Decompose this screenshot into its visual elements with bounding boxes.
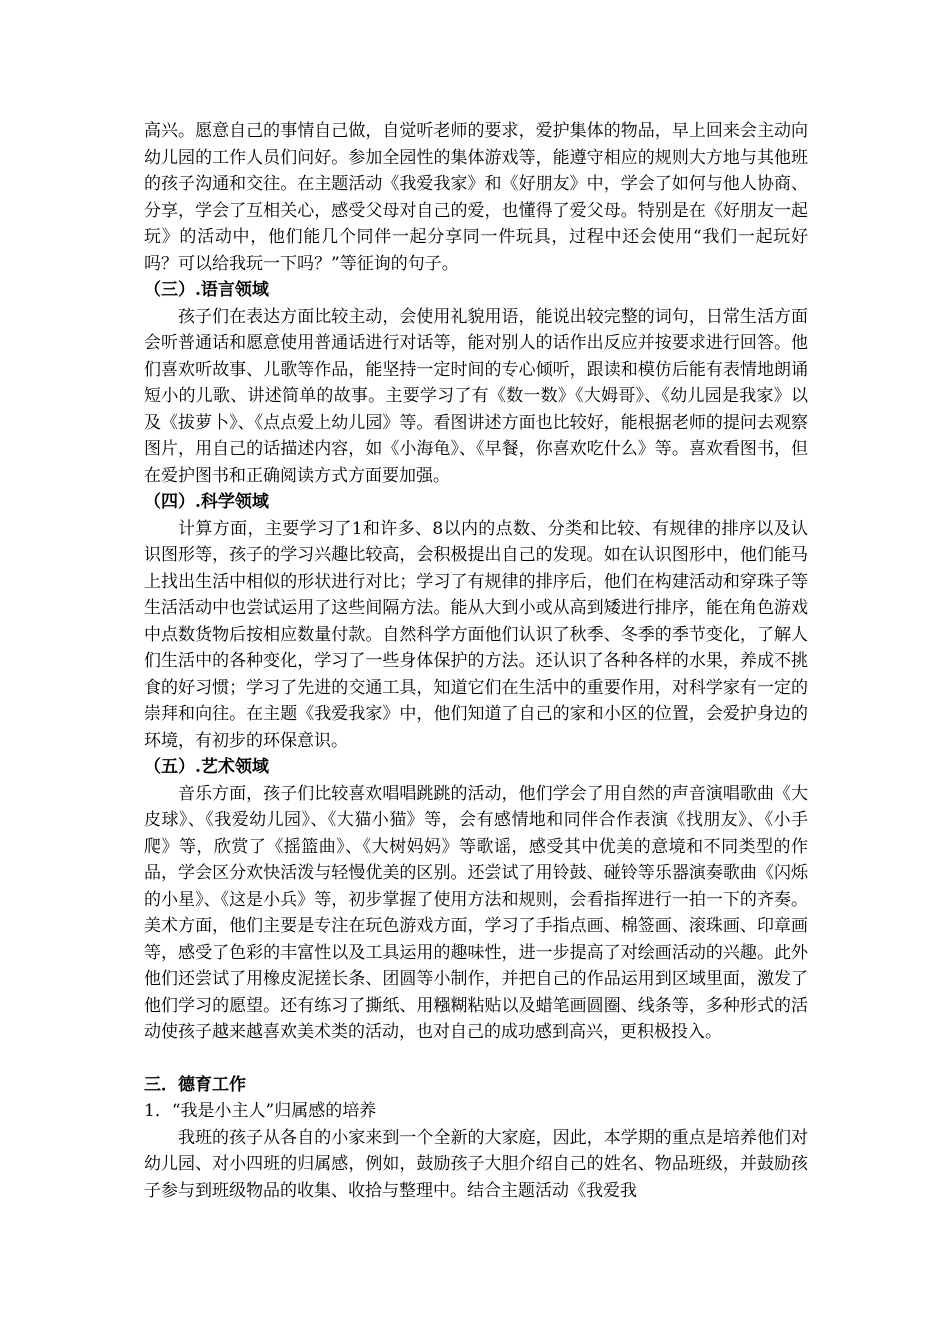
moral-body-paragraph: 我班的孩子从各自的小家来到一个全新的大家庭，因此，本学期的重点是培养他们对幼儿园、对小四班的归属感，例如，鼓励孩子大胆介绍自己的姓名、物品班级，并鼓励孩子参与到班级物品的收集、收拾与整理中。结合主题活动《我爱我 [144,1127,808,1201]
document-page [144,118,808,1204]
social-paragraph-continued: 高兴。愿意自己的事情自己做，自觉听老师的要求，爱护集体的物品，早上回来会主动向幼儿园的工作人员们问好。参加全园性的集体游戏等，能遵守相应的规则大方地与其他班的孩子沟通和交往。在主题活动《我爱我家》和《好朋友》中，学会了如何与他人协商、分享，学会了互相关心，感受父母对自己的爱，也懂得了爱父母。特别是在《好朋友一起玩》的活动中，他们能几个同伴一起分享同一件玩具，过程中还会使用“我们一起玩好吗？可以给我玩一下吗？”等征询的句子。 [144,121,808,274]
science-section-heading: （四）.科学领域 [144,492,269,512]
art-section-heading: （五）.艺术领域 [144,757,269,777]
science-section-body: 计算方面，主要学习了1和许多、8以内的点数、分类和比较、有规律的排序以及认识图形等，孩子的学习兴趣比较高，会积极提出自己的发现。如在认识图形中，他们能马上找出生活中相似的形状进行对比；学习了有规律的排序后，他们在构建活动和穿珠子等生活活动中也尝试运用了这些间隔方法。能从大到小或从高到矮进行排序，能在角色游戏中点数货物后按相应数量付款。自然科学方面他们认识了秋季、冬季的季节变化，了解人们生活中的各种变化，学习了一些身体保护的方法。还认识了各种各样的水果，养成不挑食的好习惯；学习了先进的交通工具，知道它们在生活中的重要作用，对科学家有一定的崇拜和向往。在主题《我爱我家》中，他们知道了自己的家和小区的位置，会爱护身边的环境，有初步的环保意识。 [144,518,808,751]
moral-subheading-1: 1．“我是小主人”归属感的培养 [144,1101,377,1121]
art-section-body: 音乐方面，孩子们比较喜欢唱唱跳跳的活动，他们学会了用自然的声音演唱歌曲《大皮球》、《我爱幼儿园》、《大猫小猫》等，会有感情地和同伴合作表演《找朋友》、《小手爬》等，欣赏了《摇篮曲》、《大树妈妈》等歌谣，感受其中优美的意境和不同类型的作品，学会区分欢快活泼与轻慢优美的区别。还尝试了用铃鼓、碰铃等乐器演奏歌曲《闪烁的小星》、《这是小兵》等，初步掌握了使用方法和规则，会看指挥进行一拍一下的齐奏。美术方面，他们主要是专注在玩色游戏方面，学习了手指点画、棉签画、滚珠画、印章画等，感受了色彩的丰富性以及工具运用的趣味性，进一步提高了对绘画活动的兴趣。此外他们还尝试了用橡皮泥搓长条、团圆等小制作，并把自己的作品运用到区域里面，激发了他们学习的愿望。还有练习了撕纸、用糨糊粘贴以及蜡笔画圆圈、线条等，多种形式的活动使孩子越来越喜欢美术类的活动，也对自己的成功感到高兴，更积极投入。 [144,783,808,1042]
moral-education-title: 三．德育工作 [144,1074,246,1095]
language-section-body: 孩子们在表达方面比较主动，会使用礼貌用语，能说出较完整的词句，日常生活方面会听普通话和愿意使用普通话进行对话等，能对别人的话作出反应并按要求进行回答。他们喜欢听故事、儿歌等作品，能坚持一定时间的专心倾听，跟读和模仿后能有表情地朗诵短小的儿歌、讲述简单的故事。主要学习了有《数一数》《大姆哥》、《幼儿园是我家》以及《拔萝卜》、《点点爱上幼儿园》等。看图讲述方面也比较好，能根据老师的提问去观察图片，用自己的话描述内容，如《小海龟》、《早餐，你喜欢吃什么》等。喜欢看图书，但在爱护图书和正确阅读方式方面要加强。 [144,306,808,486]
language-section-heading: （三）.语言领域 [144,280,269,300]
